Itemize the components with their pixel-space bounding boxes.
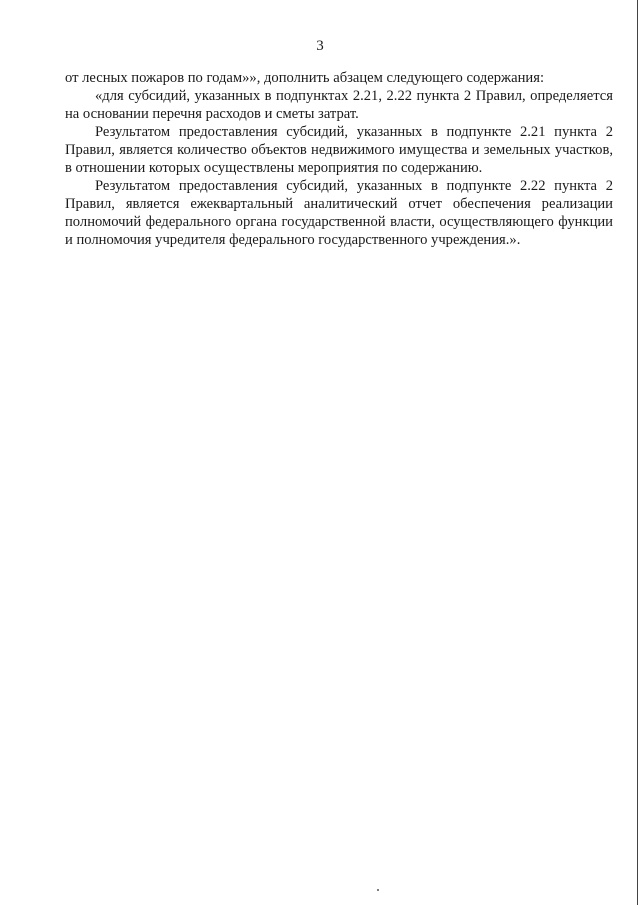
paragraph-result-2-22: Результатом предоставления субсидий, указанных в подпункте 2.22 пункта 2 Правил, является ежеквартальный аналитический отчет обеспечения реализации полномочий федерального органа государственной власти, осуществляющего функции и полномочия учредителя федерального государственного учреждения.». <box>65 178 613 248</box>
page-edge-line <box>637 0 638 905</box>
document-body <box>65 69 613 249</box>
paragraph-result-2-21: Результатом предоставления субсидий, указанных в подпункте 2.21 пункта 2 Правил, является количество объектов недвижимого имущества и земельных участков, в отношении которых осуществлены мероприятия по содержанию. <box>65 124 613 176</box>
page-number: 3 <box>316 38 324 54</box>
scan-speck <box>377 889 379 891</box>
paragraph-continuation: от лесных пожаров по годам»», дополнить абзацем следующего содержания: <box>65 70 544 86</box>
paragraph-subsidies-basis: «для субсидий, указанных в подпунктах 2.21, 2.22 пункта 2 Правил, определяется на основании перечня расходов и сметы затрат. <box>65 88 613 122</box>
